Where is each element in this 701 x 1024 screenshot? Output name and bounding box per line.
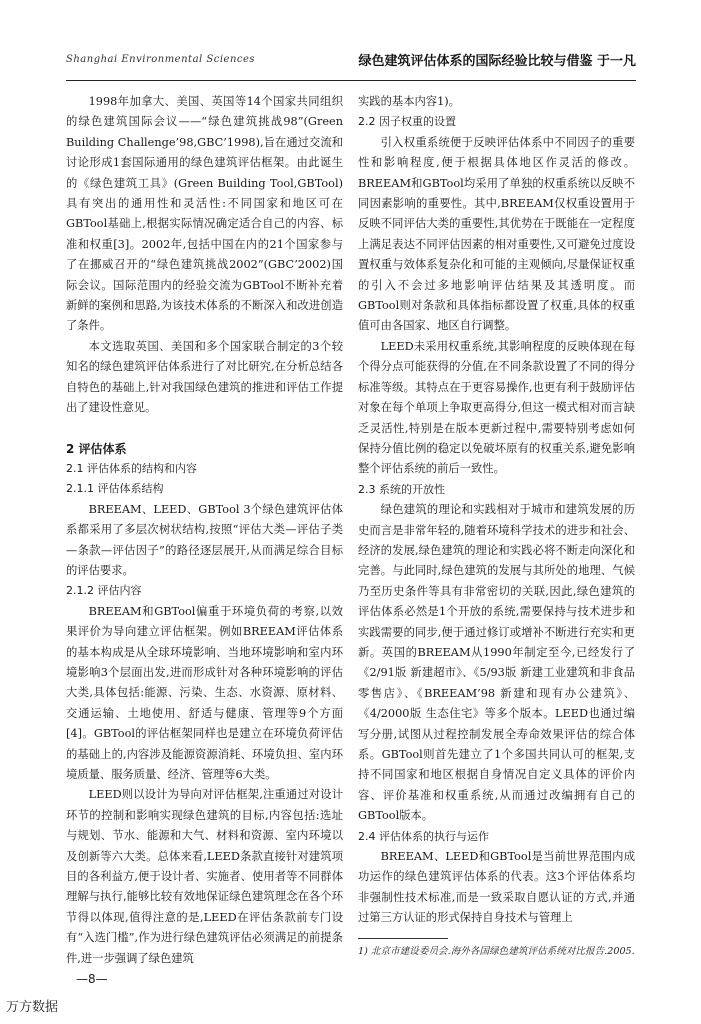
section-heading-2-3: 2.3 系统的开放性 (358, 482, 445, 496)
paragraph-content: BREEAM和GBTool偏重于环境负荷的考察,以效果评价为导向建立评估框架。例如BREEAM评估体系的基本构成是从全球环境影响、当地环境影响和室内环境影响3个层面出发,进而形成针对各种环境影响的评估大类,具体包括:能源、污染、生态、水资源、原材料、交通运输、土地使用、舒适与健康、管理等9个方面[4]。GBTool的评估框架同样也是建立在环境负荷评估的基础上的,内容涉及能源资源消耗、环境负担、室内环境质量、服务质量、经济、管理等6大类。 (66, 604, 343, 781)
watermark-text: 万方数据 (6, 1000, 59, 1015)
paragraph-continuation: 实践的基本内容1)。 (358, 95, 460, 108)
page-header (66, 50, 636, 72)
paragraph-leed-weights: LEED未采用权重系统,其影响程度的反映体现在每个得分点可能获得的分值,在不同条款设置了不同的得分标准等级。其特点在于更容易操作,也更有利于鼓励评估对象在每个单项上争取更高得分,但这一模式相对而言缺乏灵活性,特别是在版本更新过程中,需要特别考虑如何保持分值比例的稳定以免破坏原有的权重关系,避免影响整个评估系统的前后一致性。 (358, 339, 635, 476)
footnote-rule (358, 938, 448, 939)
running-title: 绿色建筑评估体系的国际经验比较与借鉴 于一凡 (358, 54, 636, 69)
paragraph-weights: 引入权重系统便于反映评估体系中不同因子的重要性和影响程度,便于根据具体地区作灵活的修改。BREEAM和GBTool均采用了单独的权重系统以反映不同因素影响的重要性。其中,BREEAM仅权重设置用于反映不同评估大类的重要性,其优势在于既能在一定程度上满足表达不同评估因素的相对重要性,又可避免过度设置权重与效体系复杂化和可能的主观倾向,尽量保证权重的引入不会过多地影响评估结果及其透明度。而GBTool则对条款和具体指标都设置了权重,具体的权重值可由各国家、地区自行调整。 (358, 135, 635, 333)
paragraph-leed: LEED则以设计为导向对评估框架,注重通过对设计环节的控制和影响实现绿色建筑的目标,内容包括:选址与规划、节水、能源和大气、材料和资源、室内环境以及创新等六大类。总体来看,LEED条款直接针对建筑项目的各利益方,便于设计者、实施者、使用者等不同群体理解与执行,能够比较有效地保证绿色建筑理念在各个环节得以体现,值得注意的是,LEED在评估条款前专门设有“入选门槛”,作为进行绿色建筑评估必须满足的前提条件,进一步强调了绿色建筑 (66, 788, 343, 965)
page-number: —8— (76, 972, 108, 986)
section-heading-2-1-2: 2.1.2 评估内容 (66, 584, 142, 598)
paragraph-execution: BREEAM、LEED和GBTool是当前世界范围内成功运作的绿色建筑评估体系的代表。这3个评估体系均非强制性技术标准,而是一致采取自愿认证的方式,并通过第三方认证的形式保持自身技术与管理上 (358, 850, 635, 925)
section-heading-2-2: 2.2 因子权重的设置 (358, 115, 456, 129)
section-heading-2: 2 评估体系 (66, 441, 127, 456)
paragraph-gbc: 1998年加拿大、美国、英国等14个国家共同组织的绿色建筑国际会议——“绿色建筑挑战98”(Green Building Challenge’98,GBC’1998),旨在通过交流和讨论形成1套国际通用的绿色建筑评估框架。由此诞生的《绿色建筑工具》(Green Building Tool,GBTool)具有突出的通用性和灵活性:不同国家和地区可在GBTool基础上,根据实际情况确定适合自己的内容、标准和权重[3]。2002年,包括中国在内的21个国家参与了在挪威召开的“绿色建筑挑战2002”(GBC’2002)国际会议。国际范围内的经验交流为GBTool不断补充着新鲜的案例和思路,为该技术体系的不断深入和改进创造了条件。 (66, 95, 343, 333)
right-column (358, 92, 635, 929)
journal-name: Shanghai Environmental Sciences (66, 54, 256, 65)
paragraph-scope: 本文选取英国、美国和多个国家联合制定的3个较知名的绿色建筑评估体系进行了对比研究,在分析总结各自特色的基础上,针对我国绿色建筑的推进和评估工作提出了建设性意见。 (66, 339, 343, 415)
section-heading-2-4: 2.4 评估体系的执行与运作 (358, 829, 489, 843)
paragraph-structure: BREEAM、LEED、GBTool 3个绿色建筑评估体系都采用了多层次树状结构,按照“评估大类—评估子类—条款—评估因子”的路径逐层展开,从而满足综合目标的评估要求。 (66, 502, 343, 577)
section-heading-2-1-1: 2.1.1 评估体系结构 (66, 482, 164, 496)
left-column (66, 92, 343, 969)
section-heading-2-1: 2.1 评估体系的结构和内容 (66, 461, 197, 475)
footnote: 1) 北京市建设委员会.海外各国绿色建筑评估系统对比报告.2005. (358, 946, 635, 957)
paragraph-openness: 绿色建筑的理论和实践相对于城市和建筑发展的历史而言是非常年轻的,随着环境科学技术的进步和社会、经济的发展,绿色建筑的理论和实践必将不断走向深化和完善。与此同时,绿色建筑的发展与其所处的地理、气候乃至历史条件等具有非常密切的关联,因此,绿色建筑的评估体系必然是1个开放的系统,需要保持与技术进步和实践需要的同步,便于通过修订或增补不断进行充实和更新。英国的BREEAM从1990年制定至今,已经发行了《2/91版 新建超市》、《5/93版 新建工业建筑和非食品零售店》、《BREEAM’98 新建和现有办公建筑》、《4/2000版 生态住宅》等多个版本。LEED也通过编写分册,试图从过程控制发展全寿命效果评估的综合体系。GBTool则首先建立了1个多国共同认可的框架,支持不同国家和地区根据自身情况自定义具体的评价内容、评价基准和权重系统,从而通过改编拥有自己的GBTool版本。 (358, 503, 635, 823)
header-rule (66, 80, 636, 81)
